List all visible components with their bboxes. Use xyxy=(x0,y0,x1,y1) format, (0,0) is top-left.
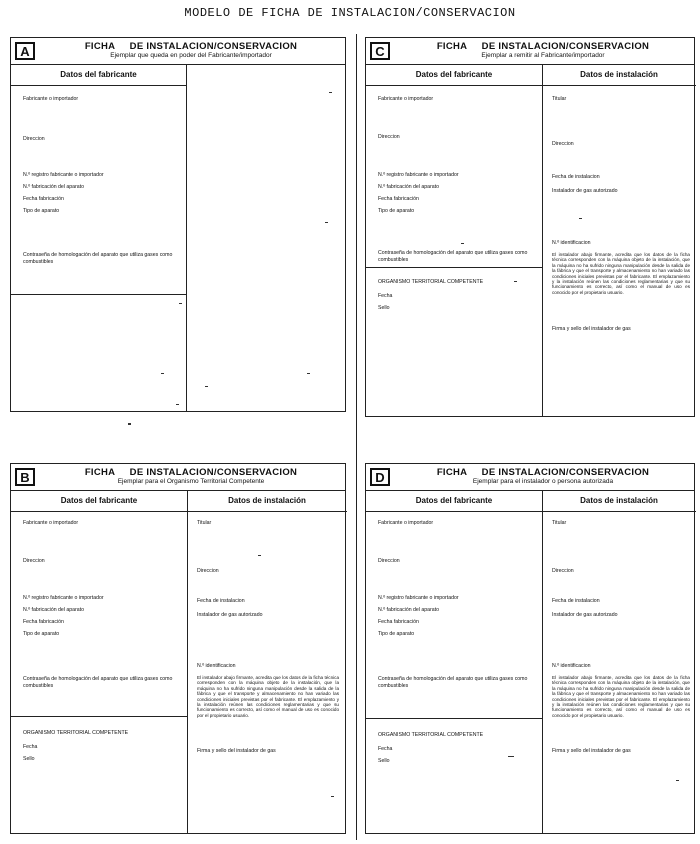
field-direccion: Direccion xyxy=(23,558,45,564)
field-fecha-instalacion: Fecha de instalacion xyxy=(552,174,600,180)
field-fecha-fabricacion: Fecha fabricación xyxy=(378,619,419,625)
col-header-fabricante: Datos del fabricante xyxy=(366,64,542,86)
ficha-card-a xyxy=(10,37,346,412)
field-instalador: Instalador de gas autorizado xyxy=(197,612,263,618)
field-titular: Titular xyxy=(552,520,567,526)
field-sello: Sello xyxy=(378,305,390,311)
field-organismo: ORGANISMO TERRITORIAL COMPETENTE xyxy=(23,730,129,736)
field-tipo-aparato: Tipo de aparato xyxy=(378,631,415,637)
card-subtitle: Ejemplar a remitir al Fabricante/importador xyxy=(481,52,605,59)
field-identificacion: N.º identificacion xyxy=(552,663,591,669)
certification-paragraph: El instalador abajo firmante, acredita que los datos de la ficha técnica corresponden con la máquina objeto de la instalación, que la máquina no ha sufrido ninguna manipulación desde la salida de la fábrica y que el transporte y almacenamiento no han variado las condiciones iniciales previstas por el fabricante. El emplazamiento y la instalación reúnen las condiciones reglamentarias y que su funcionamiento es correcto, así como el manual de uso es conocido por el propietario usuario. xyxy=(552,675,690,718)
card-header xyxy=(366,38,694,65)
section-divider xyxy=(366,267,542,268)
ficha-card-d xyxy=(365,463,695,834)
field-direccion: Direccion xyxy=(378,558,400,564)
field-fabricante: Fabricante o importador xyxy=(23,520,79,526)
field-direccion: Direccion xyxy=(378,134,400,140)
field-num-fabricacion: N.º fabricación del aparato xyxy=(378,607,440,613)
col-header-instalacion: Datos de instalación xyxy=(542,490,696,512)
field-fecha-fabricacion: Fecha fabricación xyxy=(23,619,64,625)
field-organismo: ORGANISMO TERRITORIAL COMPETENTE xyxy=(378,732,484,738)
field-identificacion: N.º identificacion xyxy=(552,240,591,246)
certification-paragraph: El instalador abajo firmante, acredita que los datos de la ficha técnica corresponden con la máquina objeto de la instalación, que la máquina no ha sufrido ninguna manipulación desde la salida de la fábrica y que el transporte y almacenamiento no han variado las condiciones iniciales previstas por el fabricante. El emplazamiento y la instalación reúnen las condiciones reglamentarias y que su funcionamiento es correcto, así como el manual de uso es conocido por el propietario usuario. xyxy=(197,675,339,718)
field-registro: N.º registro fabricante o importador xyxy=(23,595,104,601)
column-divider xyxy=(186,64,187,412)
col-header-instalacion: Datos de instalación xyxy=(542,64,696,86)
card-letter: D xyxy=(370,468,390,486)
section-divider xyxy=(11,294,186,295)
card-letter: C xyxy=(370,42,390,60)
card-header xyxy=(11,464,345,491)
field-num-fabricacion: N.º fabricación del aparato xyxy=(378,184,440,190)
field-fabricante: Fabricante o importador xyxy=(23,96,79,102)
field-num-fabricacion: N.º fabricación del aparato xyxy=(23,607,85,613)
card-title: FICHA DE INSTALACION/CONSERVACION xyxy=(436,41,650,52)
col-header-fabricante: Datos del fabricante xyxy=(11,64,186,86)
col-header-instalacion: Datos de instalación xyxy=(187,490,347,512)
field-titular: Titular xyxy=(197,520,212,526)
field-titular: Titular xyxy=(552,96,567,102)
field-fecha-instalacion: Fecha de instalacion xyxy=(197,598,245,604)
card-letter: B xyxy=(15,468,35,486)
field-num-fabricacion: N.º fabricación del aparato xyxy=(23,184,85,190)
field-fecha: Fecha xyxy=(378,293,393,299)
field-instalador: Instalador de gas autorizado xyxy=(552,612,618,618)
field-contrasena: Contraseña de homologación del aparato que utiliza gases como combustibles xyxy=(23,676,173,689)
field-organismo: ORGANISMO TERRITORIAL COMPETENTE xyxy=(378,279,484,285)
certification-paragraph: El instalador abajo firmante, acredita que los datos de la ficha técnica corresponden con la máquina objeto de la instalación, que la máquina no ha sufrido ninguna manipulación desde la salida de la fábrica y que el transporte y almacenamiento no han variado las condiciones iniciales previstas por el fabricante. El emplazamiento y la instalación reúnen las condiciones reglamentarias y que su funcionamiento es correcto, así como el manual de uso es conocido por el propietario usuario. xyxy=(552,252,690,295)
card-letter: A xyxy=(15,42,35,60)
section-divider xyxy=(366,718,542,719)
field-fecha: Fecha xyxy=(378,746,393,752)
card-title: FICHA DE INSTALACION/CONSERVACION xyxy=(84,41,298,52)
field-firma: Firma y sello del instalador de gas xyxy=(552,748,631,754)
field-fecha-fabricacion: Fecha fabricación xyxy=(378,196,419,202)
field-firma: Firma y sello del instalador de gas xyxy=(552,326,631,332)
field-firma: Firma y sello del instalador de gas xyxy=(197,748,276,754)
field-fabricante: Fabricante o importador xyxy=(378,96,434,102)
card-title: FICHA DE INSTALACION/CONSERVACION xyxy=(84,467,298,478)
field-fabricante: Fabricante o importador xyxy=(378,520,434,526)
col-header-fabricante: Datos del fabricante xyxy=(11,490,187,512)
field-tipo-aparato: Tipo de aparato xyxy=(23,208,60,214)
card-subtitle: Ejemplar que queda en poder del Fabricante/importador xyxy=(110,52,272,59)
field-direccion-instalacion: Direccion xyxy=(197,568,219,574)
field-identificacion: N.º identificacion xyxy=(197,663,236,669)
center-divider xyxy=(356,34,357,840)
field-contrasena: Contraseña de homologación del aparato que utiliza gases como combustibles xyxy=(378,676,528,689)
card-title: FICHA DE INSTALACION/CONSERVACION xyxy=(436,467,650,478)
field-fecha: Fecha xyxy=(23,744,38,750)
field-tipo-aparato: Tipo de aparato xyxy=(23,631,60,637)
field-direccion-instalacion: Direccion xyxy=(552,568,574,574)
field-contrasena: Contraseña de homologación del aparato que utiliza gases como combustibles xyxy=(23,252,173,265)
column-divider xyxy=(542,490,543,834)
field-contrasena: Contraseña de homologación del aparato que utiliza gases como combustibles xyxy=(378,250,528,263)
column-divider xyxy=(187,490,188,834)
field-registro: N.º registro fabricante o importador xyxy=(378,172,459,178)
field-sello: Sello xyxy=(23,756,35,762)
col-header-fabricante: Datos del fabricante xyxy=(366,490,542,512)
ficha-card-c xyxy=(365,37,695,417)
card-subtitle: Ejemplar para el Organismo Territorial Competente xyxy=(117,478,265,485)
card-header xyxy=(11,38,345,65)
field-fecha-fabricacion: Fecha fabricación xyxy=(23,196,64,202)
field-tipo-aparato: Tipo de aparato xyxy=(378,208,415,214)
field-direccion: Direccion xyxy=(23,136,45,142)
field-instalador: Instalador de gas autorizado xyxy=(552,188,618,194)
column-divider xyxy=(542,64,543,417)
field-direccion-instalacion: Direccion xyxy=(552,141,574,147)
ficha-card-b xyxy=(10,463,346,834)
field-fecha-instalacion: Fecha de instalacion xyxy=(552,598,600,604)
section-divider xyxy=(11,716,187,717)
card-subtitle: Ejemplar para el instalador o persona autorizada xyxy=(472,478,614,485)
field-sello: Sello xyxy=(378,758,390,764)
card-header xyxy=(366,464,694,491)
page-title: MODELO DE FICHA DE INSTALACION/CONSERVACION xyxy=(184,6,516,20)
field-registro: N.º registro fabricante o importador xyxy=(23,172,104,178)
field-registro: N.º registro fabricante o importador xyxy=(378,595,459,601)
